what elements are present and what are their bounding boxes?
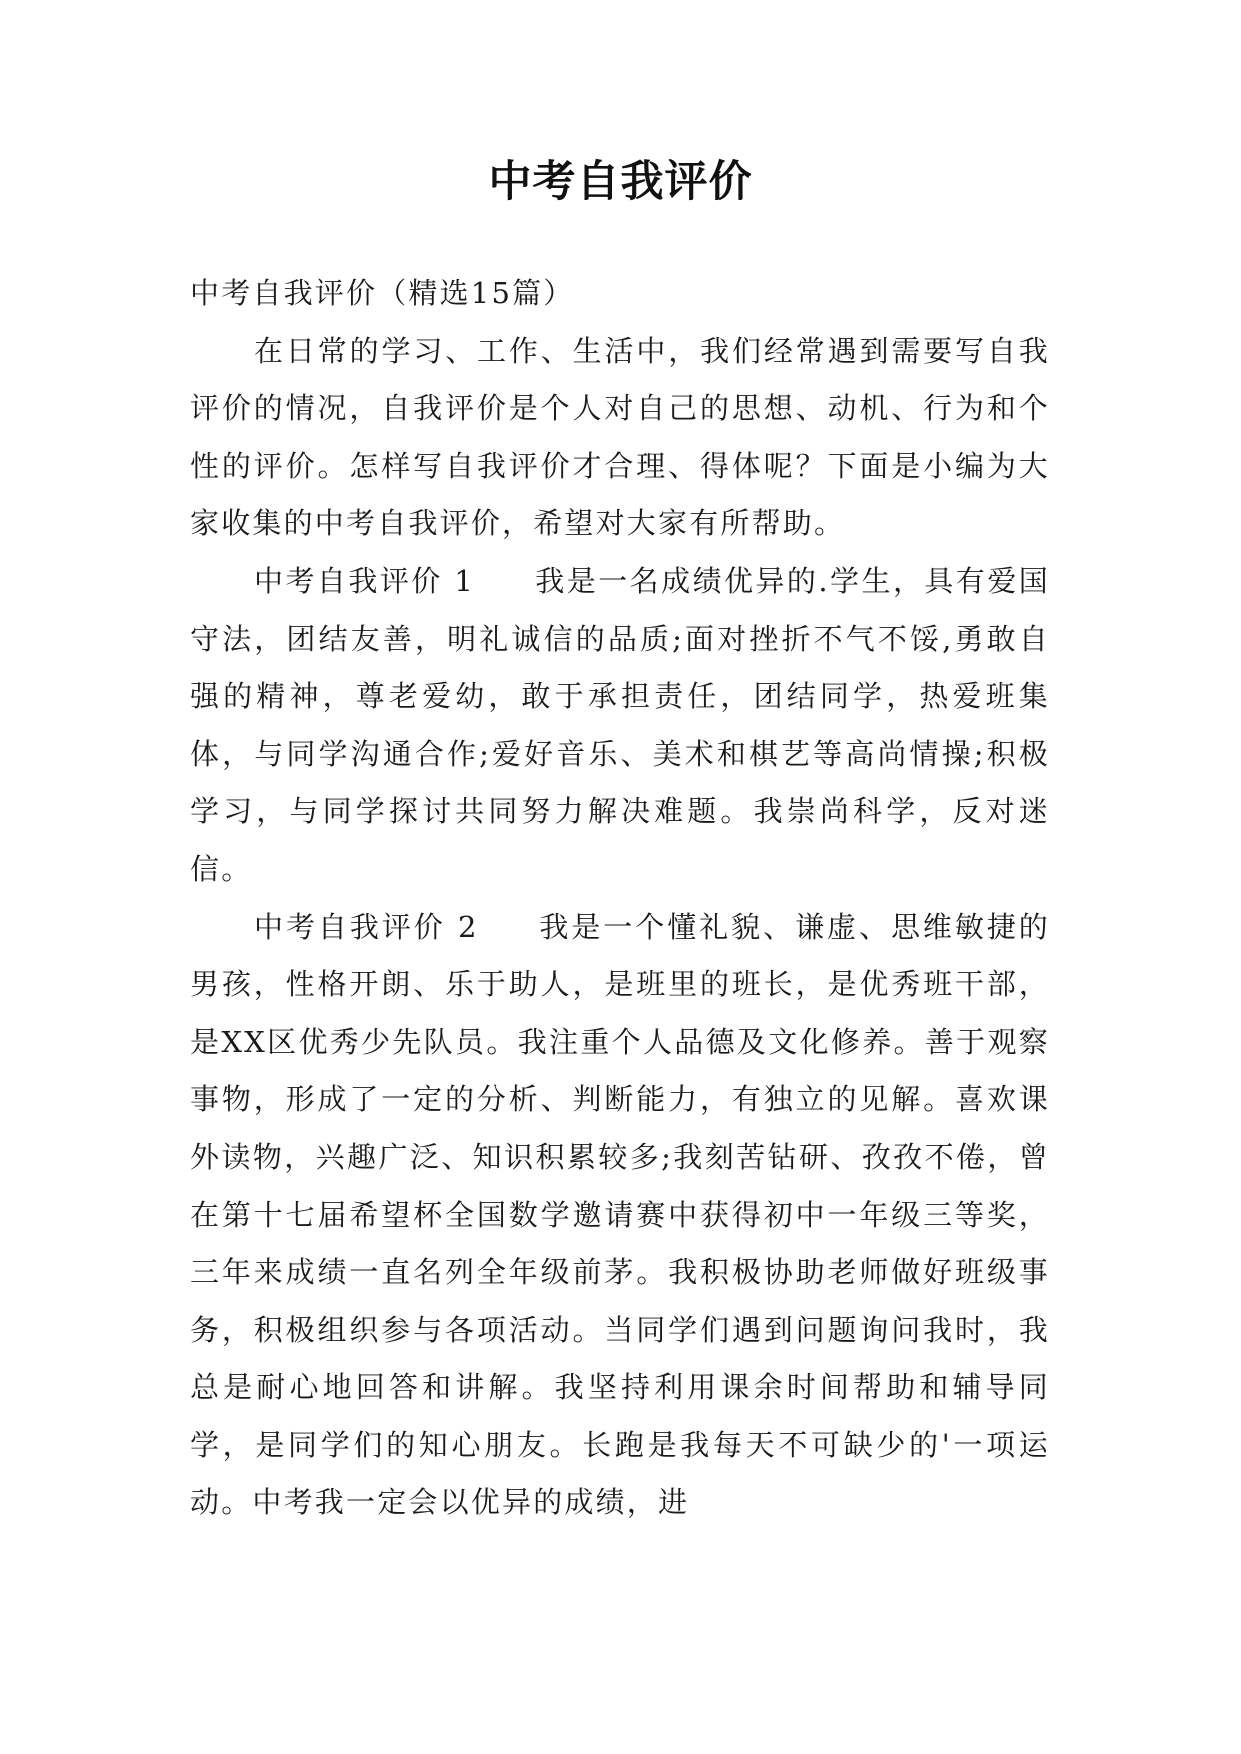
- intro-paragraph: 在日常的学习、工作、生活中，我们经常遇到需要写自我评价的情况，自我评价是个人对自己的思想、动机、行为和个性的评价。怎样写自我评价才合理、得体呢？下面是小编为大家收集的中考自我评价，希望对大家有所帮助。: [190, 333, 1050, 541]
- entry-text: 我是一个懂礼貌、谦虚、思维敏捷的男孩，性格开朗、乐于助人，是班里的班长，是优秀班干部，是XX区优秀少先队员。我注重个人品德及文化修养。善于观察事物，形成了一定的分析、判断能力，有独立的见解。喜欢课外读物，兴趣广泛、知识积累较多;我刻苦钻研、孜孜不倦，曾在第十七届希望杯全国数学邀请赛中获得初中一年级三等奖，三年来成绩一直名列全年级前茅。我积极协助老师做好班级事务，积极组织参与各项活动。当同学们遇到问题询问我时，我总是耐心地回答和讲解。我坚持利用课余时间帮助和辅导同学，是同学们的知心朋友。长跑是我每天不可缺少的'一项运动。中考我一定会以优异的成绩，进: [190, 909, 1050, 1520]
- document-subtitle: 中考自我评价（精选15篇）: [190, 276, 575, 310]
- entry-label: 中考自我评价 1: [254, 563, 476, 598]
- entry-paragraph: [190, 899, 1050, 1533]
- entry-paragraph: [190, 553, 1050, 899]
- entry-label: 中考自我评价 2: [254, 909, 479, 944]
- entry-text: 我是一名成绩优异的.学生，具有爱国守法，团结友善，明礼诚信的品质;面对挫折不气不馁,勇敢自强的精神，尊老爱幼，敢于承担责任，团结同学，热爱班集体，与同学沟通合作;爱好音乐、美术和棋艺等高尚情操;积极学习，与同学探讨共同努力解决难题。我崇尚科学，反对迷信。: [190, 563, 1050, 886]
- document-title: 中考自我评价: [488, 157, 753, 207]
- document-body: [190, 265, 1050, 1532]
